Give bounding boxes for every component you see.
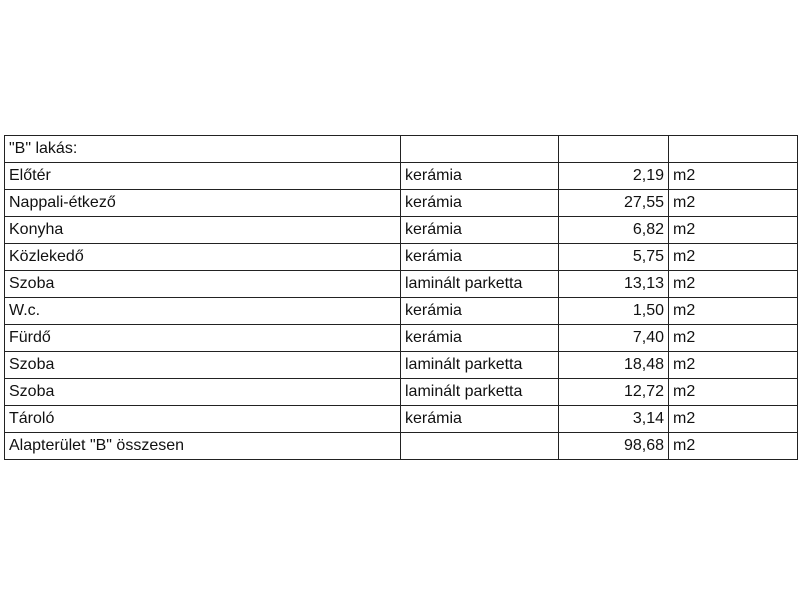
table-title: "B" lakás:: [5, 136, 401, 163]
room-area: 12,72: [559, 379, 669, 406]
table-row: [5, 271, 798, 298]
table-row: [5, 244, 798, 271]
floor-material: laminált parketta: [401, 271, 559, 298]
area-unit: m2: [669, 217, 798, 244]
area-unit: m2: [669, 244, 798, 271]
room-area: 1,50: [559, 298, 669, 325]
room-name: Nappali-étkező: [5, 190, 401, 217]
area-unit: m2: [669, 163, 798, 190]
table-header-row: [5, 136, 798, 163]
room-name: Szoba: [5, 379, 401, 406]
floor-material: kerámia: [401, 217, 559, 244]
floor-material: kerámia: [401, 190, 559, 217]
total-unit: m2: [669, 433, 798, 460]
room-area: 18,48: [559, 352, 669, 379]
table-row: [5, 406, 798, 433]
table-row: [5, 163, 798, 190]
floor-material: kerámia: [401, 325, 559, 352]
total-material-cell: [401, 433, 559, 460]
table-row: [5, 352, 798, 379]
room-area: 5,75: [559, 244, 669, 271]
floor-material: kerámia: [401, 298, 559, 325]
floor-material: kerámia: [401, 406, 559, 433]
room-name: Szoba: [5, 271, 401, 298]
total-label: Alapterület "B" összesen: [5, 433, 401, 460]
area-unit: m2: [669, 406, 798, 433]
table-row: [5, 325, 798, 352]
room-name: Közlekedő: [5, 244, 401, 271]
room-name: Konyha: [5, 217, 401, 244]
floor-material: laminált parketta: [401, 352, 559, 379]
total-area: 98,68: [559, 433, 669, 460]
area-unit: m2: [669, 379, 798, 406]
room-area: 6,82: [559, 217, 669, 244]
total-row: [5, 433, 798, 460]
room-name: Fürdő: [5, 325, 401, 352]
area-unit: m2: [669, 190, 798, 217]
room-name: Szoba: [5, 352, 401, 379]
table-row: [5, 190, 798, 217]
room-area: 7,40: [559, 325, 669, 352]
room-area: 13,13: [559, 271, 669, 298]
header-material-cell: [401, 136, 559, 163]
area-unit: m2: [669, 325, 798, 352]
room-name: Előtér: [5, 163, 401, 190]
room-area: 2,19: [559, 163, 669, 190]
floor-material: laminált parketta: [401, 379, 559, 406]
table-row: [5, 217, 798, 244]
room-name: W.c.: [5, 298, 401, 325]
room-name: Tároló: [5, 406, 401, 433]
room-area: 27,55: [559, 190, 669, 217]
table-row: [5, 379, 798, 406]
table-row: [5, 298, 798, 325]
area-unit: m2: [669, 271, 798, 298]
area-unit: m2: [669, 352, 798, 379]
area-table: [4, 135, 798, 460]
room-area: 3,14: [559, 406, 669, 433]
header-unit-cell: [669, 136, 798, 163]
area-unit: m2: [669, 298, 798, 325]
floor-material: kerámia: [401, 244, 559, 271]
header-area-cell: [559, 136, 669, 163]
floor-material: kerámia: [401, 163, 559, 190]
